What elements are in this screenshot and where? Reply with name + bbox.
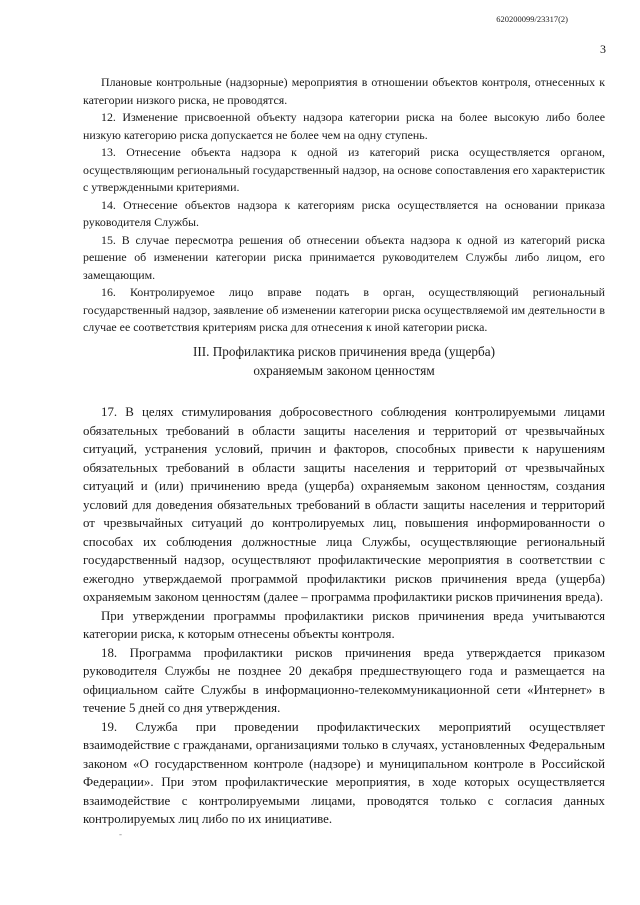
section-heading — [83, 342, 605, 380]
paragraph-13: 13. Отнесение объекта надзора к одной из категорий риска осуществляется органом, осуществляющим региональный государственный надзор, на основе сопоставления его характеристик с утвержденными критериями. — [83, 145, 605, 194]
paragraph-18: 18. Программа профилактики рисков причинения вреда утверждается приказом руководителя Службы не позднее 20 декабря предшествующего года и размещается на официальном сайте Службы в информационно-телекоммуникационной сети «Интернет» в течение 5 дней со дня утверждения. — [83, 645, 605, 715]
document-id: 620200099/23317(2) — [496, 14, 568, 24]
paragraph-17-note: При утверждении программы профилактики рисков причинения вреда учитываются категории риска, к которым отнесены объекты контроля. — [83, 608, 605, 641]
section-heading-line-1: III. Профилактика рисков причинения вреда (ущерба) — [193, 344, 495, 359]
paragraph-low-risk: Плановые контрольные (надзорные) мероприятия в отношении объектов контроля, отнесенных к категории низкого риска, не проводятся. — [83, 75, 605, 107]
text-block-top — [83, 74, 605, 337]
paragraph-19: 19. Служба при проведении профилактических мероприятий осуществляет взаимодействие с гражданами, организациями только в случаях, установленных Федеральным законом «О государственном контроле (надзоре) и муниципальном контроле в Российской Федерации». При этом профилактические мероприятия, в ходе которых осуществляется взаимодействие с контролируемыми лицами, проводятся только с согласия данных контролируемых лиц либо по их инициативе. — [83, 719, 605, 826]
text-block-bottom — [83, 403, 605, 829]
paragraph-14: 14. Отнесение объектов надзора к категориям риска осуществляется на основании приказа руководителя Службы. — [83, 197, 605, 229]
section-heading-line-2: охраняемым законом ценностям — [253, 363, 435, 378]
page-number: 3 — [600, 42, 606, 56]
paragraph-15: 15. В случае пересмотра решения об отнесении объекта надзора к одной из категорий риска решение об изменении категории риска принимается руководителем Службы либо лицом, его замещающим. — [83, 232, 605, 282]
paragraph-12: 12. Изменение присвоенной объекту надзора категории риска на более высокую либо более низкую категорию риска допускается не более чем на одну ступень. — [83, 110, 605, 142]
paragraph-17: 17. В целях стимулирования добросовестного соблюдения контролируемыми лицами обязательных требований в области защиты населения и территорий от чрезвычайных ситуаций, устранения условий, причин и факторов, способных привести к нарушениям обязательных требований в области защиты населения и территорий от чрезвычайных ситуаций и (или) причинению вреда (ущерба) охраняемым законом ценностям, создания условий для доведения обязательных требований в области защиты населения и территорий от чрезвычайных ситуаций до контролируемых лиц, повышения информированности о способах их соблюдения должностные лица Службы, осуществляющие региональный государственный надзор, осуществляют профилактические мероприятия в соответствии с ежегодно утверждаемой программой профилактики рисков причинения вреда (ущерба) охраняемым законом ценностям (далее – программа профилактики рисков причинения вреда). — [83, 405, 605, 604]
paragraph-16: 16. Контролируемое лицо вправе подать в орган, осуществляющий региональный государственный надзор, заявление об изменении категории риска осуществляемой им деятельности в случае ее соответствия критериям риска для отнесения к иной категории риска. — [83, 285, 605, 334]
footer-mark: - — [119, 829, 122, 839]
